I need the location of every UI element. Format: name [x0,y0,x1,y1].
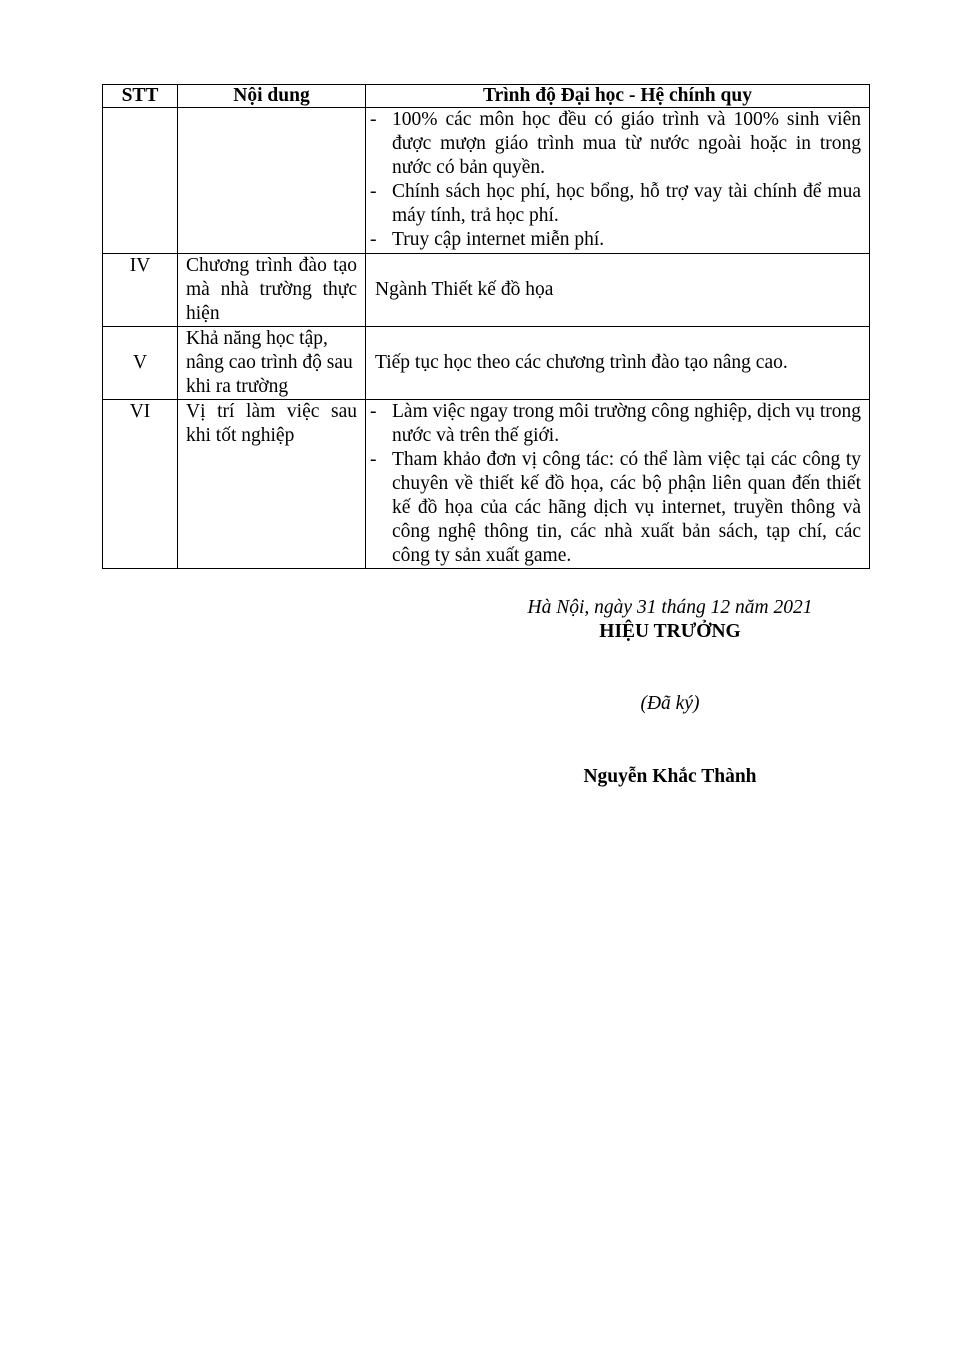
dash-bullet: - [370,109,377,130]
stt-cell: VI [103,400,178,569]
table-row-v [103,327,870,400]
header-level: Trình độ Đại học - Hệ chính quy [366,85,870,108]
dash-bullet: - [370,401,377,422]
detail-text: Tiếp tục học theo các chương trình đào tạo nâng cao. [375,352,788,373]
table-header-row [103,85,870,108]
table-row-iv [103,254,870,327]
stt-cell: IV [103,254,178,327]
table-row-continued [103,108,870,254]
signature-signed-note: (Đã ký) [640,693,700,714]
stt-cell-empty [103,108,178,254]
detail-cell [366,400,870,569]
list-item: - Truy cập internet miễn phí. [370,229,605,250]
signatory-name: Nguyễn Khắc Thành [583,766,757,787]
detail-text: Ngành Thiết kế đồ họa [375,279,554,300]
header-content: Nội dung [178,85,366,108]
signature-date: Hà Nội, ngày 31 tháng 12 năm 2021 [527,597,813,618]
stt-cell: V [103,327,178,400]
content-cell: Vị trí làm việc sau khi tốt nghiệp [178,400,366,569]
program-info-table [102,84,870,569]
list-item: - 100% các môn học đều có giáo trình và 100% sinh viên được mượn giáo trình mua từ nước ngoài hoặc in trong nước có bản quyền. [370,109,861,178]
dash-bullet: - [370,449,377,470]
detail-cell [366,254,870,327]
detail-cell [366,108,870,254]
signature-title: HIỆU TRƯỞNG [599,621,741,642]
header-stt: STT [103,85,178,108]
detail-cell [366,327,870,400]
content-cell-empty [178,108,366,254]
detail-list [366,400,869,568]
dash-bullet: - [370,181,377,202]
dash-bullet: - [370,229,377,250]
content-cell: Khả năng học tập, nâng cao trình độ sau khi ra trường [178,327,366,400]
list-item: - Tham khảo đơn vị công tác: có thể làm việc tại các công ty chuyên về thiết kế đồ họa, các bộ phận liên quan đến thiết kế đồ họa của các hãng dịch vụ internet, truyền thông và công nghệ thông tin, các nhà xuất bản sách, tạp chí, các công ty sản xuất game. [370,449,861,566]
table-row-vi [103,400,870,569]
content-cell: Chương trình đào tạo mà nhà trường thực hiện [178,254,366,327]
list-item: - Làm việc ngay trong môi trường công nghiệp, dịch vụ trong nước và trên thế giới. [370,401,861,446]
list-item: - Chính sách học phí, học bổng, hỗ trợ vay tài chính để mua máy tính, trả học phí. [370,181,861,226]
detail-list [366,108,869,252]
